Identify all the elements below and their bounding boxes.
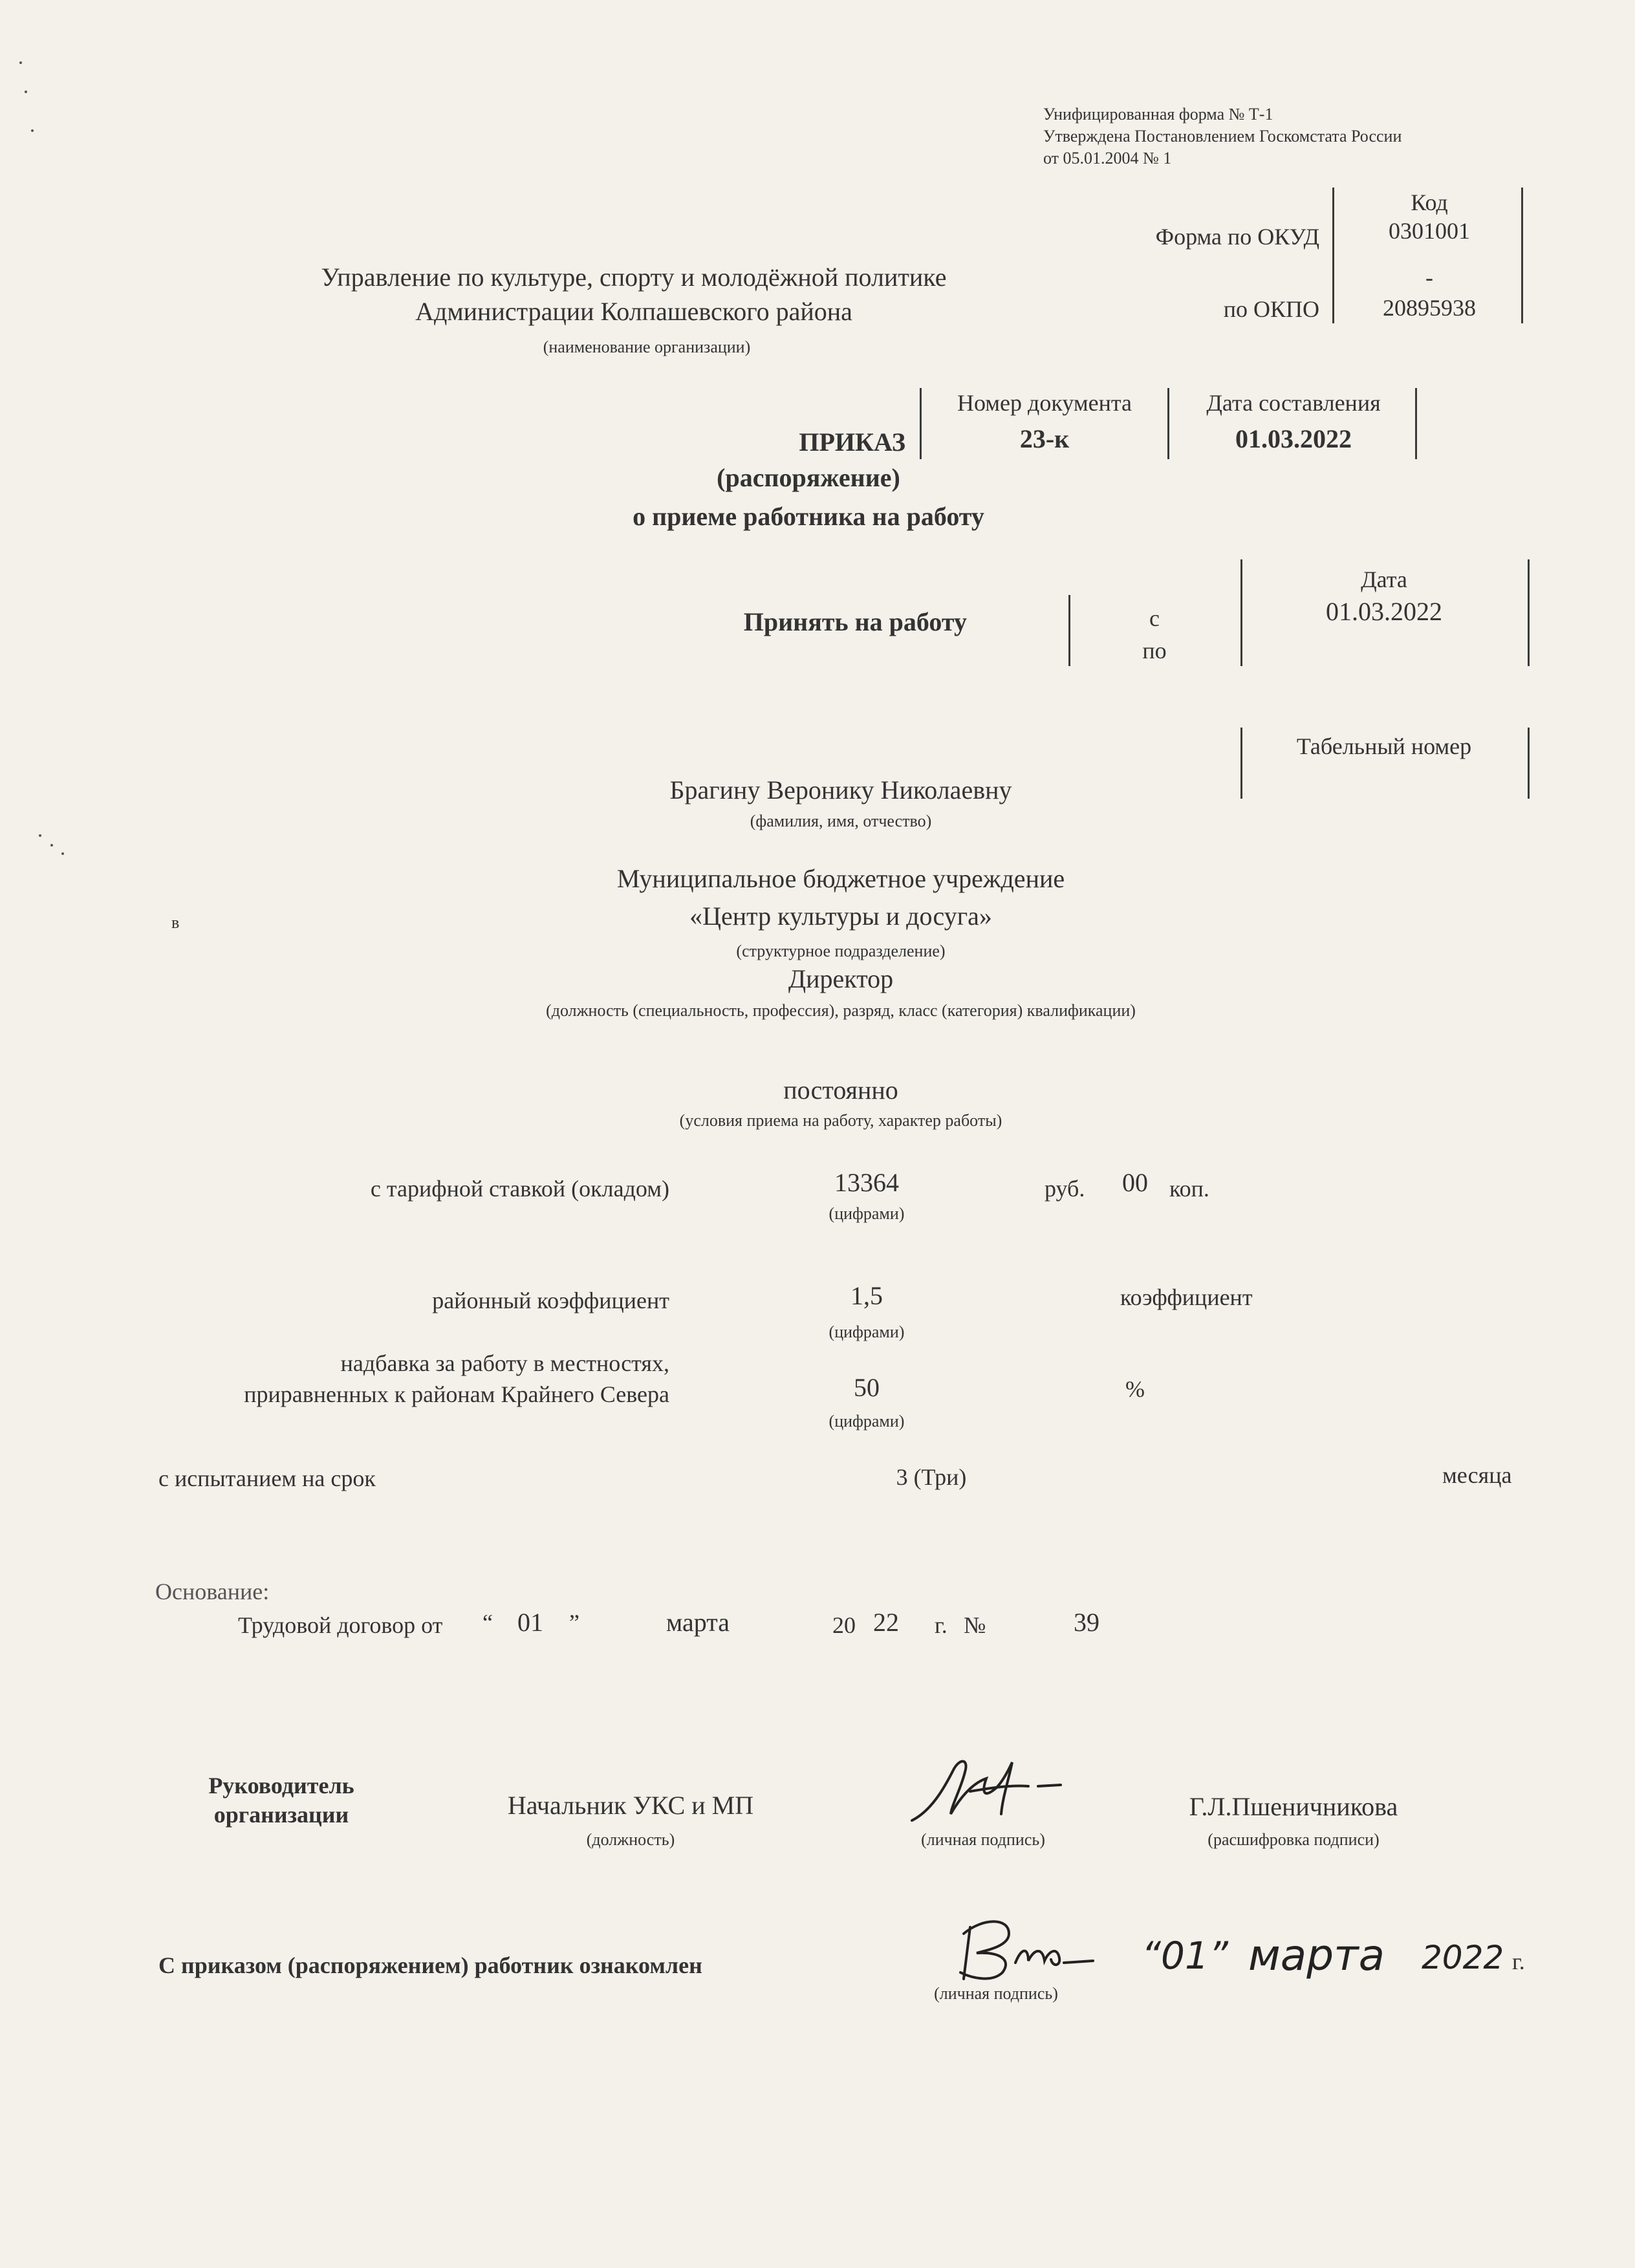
basis-label: Основание: [155, 1579, 270, 1604]
contract-year-suffix: 22 [873, 1608, 899, 1637]
contract-number: 39 [1074, 1608, 1099, 1637]
ack-year-label: г. [1512, 1949, 1525, 1974]
tab-box-border-1 [1240, 728, 1242, 799]
scan-speck [25, 91, 27, 93]
rub-label: руб. [1045, 1176, 1085, 1202]
north-unit: % [1125, 1376, 1145, 1402]
hire-box-border-2 [1240, 559, 1242, 666]
probation-value: 3 (Три) [896, 1464, 967, 1490]
rate-caption: (цифрами) [828, 1204, 905, 1223]
doc-date-value: 01.03.2022 [1235, 424, 1352, 453]
conditions-caption: (условия приема на работу, характер работы) [679, 1111, 1002, 1130]
scan-speck [50, 844, 53, 847]
okud-value: 0301001 [1389, 218, 1470, 244]
rate-value: 13364 [834, 1168, 899, 1197]
form-header-line1: Унифицированная форма № Т-1 [1043, 105, 1273, 124]
regional-caption: (цифрами) [828, 1323, 905, 1341]
hire-box-border-3 [1528, 559, 1530, 666]
in-label: в [171, 913, 180, 932]
form-header-line2: Утверждена Постановлением Госкомстата России [1043, 127, 1402, 146]
document-subtitle2: о приеме работника на работу [633, 502, 984, 531]
code-label: Код [1411, 189, 1448, 215]
hire-box-border-1 [1068, 595, 1070, 666]
contract-year-prefix: 20 [832, 1612, 856, 1638]
contract-close-quote: ” [569, 1610, 579, 1636]
north-caption: (цифрами) [828, 1412, 905, 1431]
probation-label: с испытанием на срок [158, 1465, 376, 1491]
hire-from-date: 01.03.2022 [1326, 597, 1442, 626]
conditions-value: постоянно [783, 1075, 898, 1105]
doc-box-border-2 [1167, 388, 1169, 459]
doc-date-label: Дата составления [1206, 390, 1381, 416]
scan-speck [39, 834, 41, 837]
contract-month: марта [666, 1608, 730, 1637]
head-label-line2: организации [213, 1802, 349, 1828]
organization-name-line1: Управление по культуре, спорту и молодёжной политике [321, 263, 947, 292]
kop-value: 00 [1122, 1168, 1148, 1197]
organization-name-line2: Администрации Колпашевского района [415, 297, 852, 326]
code-dash: - [1425, 265, 1433, 290]
regional-label: районный коэффициент [432, 1288, 669, 1313]
hire-date-header: Дата [1361, 567, 1407, 592]
doc-box-border-1 [920, 388, 922, 459]
doc-number-label: Номер документа [957, 390, 1132, 416]
code-box-right-border [1521, 188, 1523, 323]
tab-number-label: Табельный номер [1296, 733, 1472, 759]
contract-number-label: № [964, 1612, 986, 1638]
head-name: Г.Л.Пшеничникова [1189, 1792, 1398, 1821]
doc-box-border-3 [1415, 388, 1417, 459]
ack-year: 2022 [1422, 1939, 1504, 1976]
head-signature-mark [905, 1753, 1074, 1830]
contract-open-quote: “ [482, 1610, 493, 1636]
code-box-left-border [1332, 188, 1334, 323]
probation-unit: месяца [1442, 1462, 1512, 1488]
ack-day: “01” [1142, 1934, 1228, 1978]
ack-label: С приказом (распоряжением) работник ознакомлен [158, 1952, 702, 1978]
hire-label: Принять на работу [743, 607, 967, 636]
unit-line1: Муниципальное бюджетное учреждение [616, 864, 1065, 893]
document-subtitle1: (распоряжение) [717, 463, 900, 492]
unit-line2: «Центр культуры и досуга» [689, 902, 992, 931]
scan-speck [31, 129, 34, 132]
employee-name-caption: (фамилия, имя, отчество) [750, 812, 932, 830]
head-position: Начальник УКС и МП [507, 1791, 754, 1820]
head-name-caption: (расшифровка подписи) [1207, 1830, 1380, 1849]
head-position-caption: (должность) [586, 1830, 675, 1849]
scan-speck [61, 852, 64, 855]
north-value: 50 [854, 1373, 880, 1402]
scan-speck [19, 61, 22, 64]
doc-number-value: 23-к [1019, 424, 1070, 453]
document-title: ПРИКАЗ [799, 427, 905, 457]
employee-name: Брагину Веронику Николаевну [669, 775, 1012, 805]
contract-label: Трудовой договор от [238, 1612, 443, 1638]
form-header-line3: от 05.01.2004 № 1 [1043, 149, 1172, 167]
kop-label: коп. [1169, 1176, 1209, 1202]
okpo-label: по ОКПО [1223, 296, 1319, 322]
north-label-line1: надбавка за работу в местностях, [340, 1350, 669, 1376]
organization-caption: (наименование организации) [543, 338, 751, 356]
tab-box-border-2 [1528, 728, 1530, 799]
north-label-line2: приравненных к районам Крайнего Севера [244, 1381, 669, 1407]
okpo-value: 20895938 [1383, 295, 1476, 321]
ack-signature-caption: (личная подпись) [934, 1984, 1058, 2003]
head-label-line1: Руководитель [208, 1773, 354, 1798]
rate-label: с тарифной ставкой (окладом) [370, 1176, 669, 1202]
hire-to-label: по [1142, 638, 1167, 664]
contract-year-label: г. [935, 1612, 947, 1638]
regional-value: 1,5 [850, 1281, 883, 1310]
position-caption: (должность (специальность, профессия), разряд, класс (категория) квалификации) [546, 1001, 1136, 1020]
regional-unit: коэффициент [1120, 1284, 1253, 1310]
unit-caption: (структурное подразделение) [736, 942, 946, 960]
contract-day: 01 [517, 1608, 543, 1637]
hire-from-label: с [1149, 605, 1160, 631]
head-signature-caption: (личная подпись) [921, 1830, 1045, 1849]
form-header [1043, 103, 1402, 169]
okud-label: Форма по ОКУД [1155, 224, 1319, 250]
employee-signature-mark [938, 1908, 1106, 1992]
position-value: Директор [788, 964, 894, 993]
ack-month: марта [1248, 1930, 1385, 1980]
